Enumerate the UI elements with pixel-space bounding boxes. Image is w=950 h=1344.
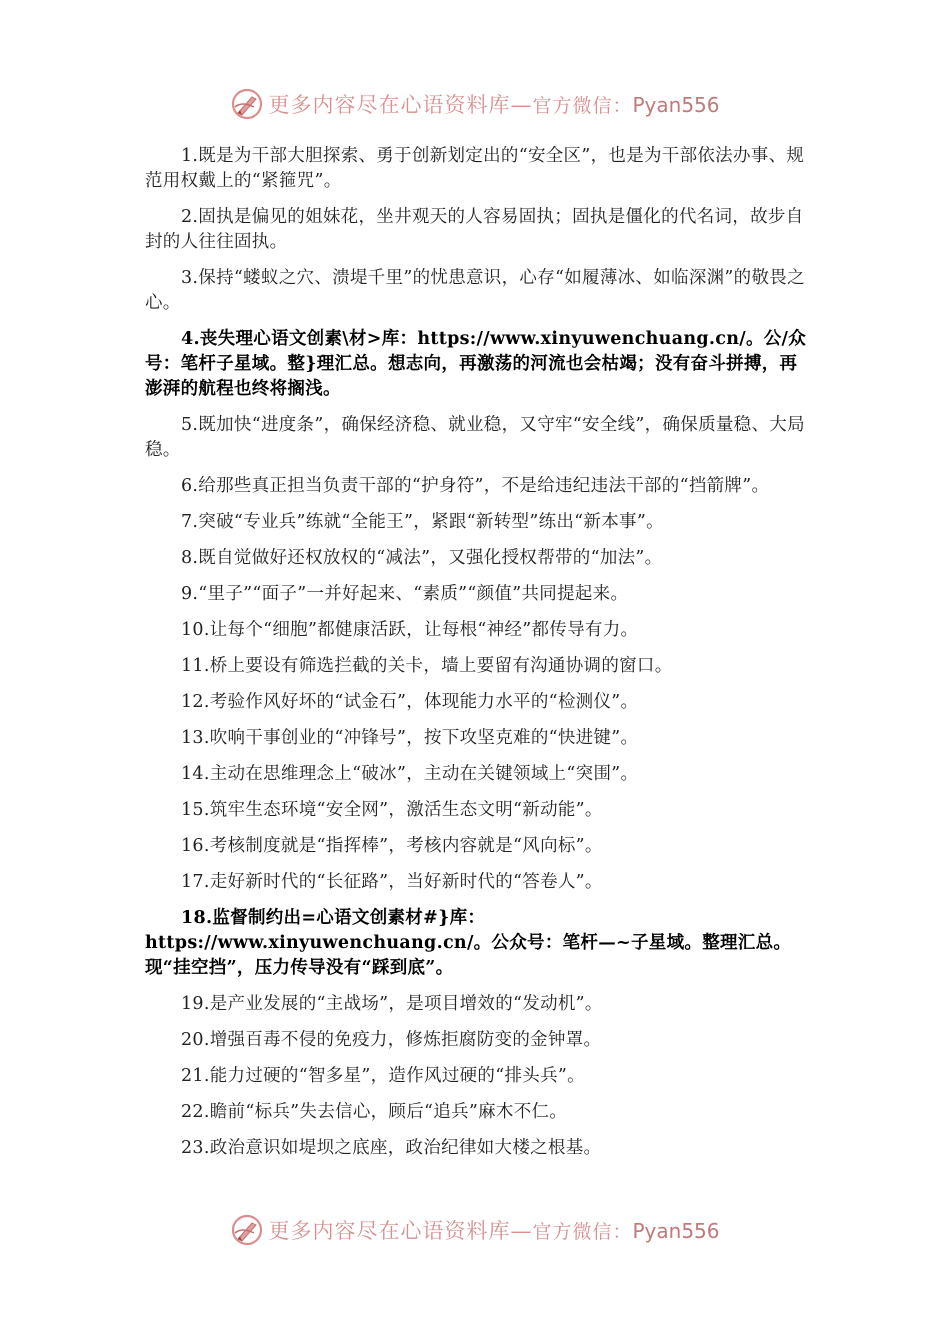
list-item: 17.走好新时代的“长征路”，当好新时代的“答卷人”。 xyxy=(181,872,603,892)
list-item: 18.监督制约出=心语文创素材#}库：https://www.xinyuwenchuang.cn/。公众号：笔杆—~子星域。整理汇总。现“挂空挡”，压力传导没有“踩到底”。 xyxy=(145,908,792,978)
document-body xyxy=(145,144,813,1172)
list-item: 10.让每个“细胞”都健康活跃，让每根“神经”都传导有力。 xyxy=(181,620,639,640)
banner-label: 更多内容尽在心语资料库 xyxy=(268,1219,511,1243)
list-item: 2.固执是偏见的姐妹花，坐井观天的人容易固执；固执是僵化的代名词，故步自封的人往往固执。 xyxy=(145,207,804,252)
list-item: 1.既是为干部大胆探索、勇于创新划定出的“安全区”，也是为干部依法办事、规范用权戴上的“紧箍咒”。 xyxy=(145,146,805,191)
banner-dash: — xyxy=(510,1219,533,1243)
list-item: 8.既自觉做好还权放权的“减法”，又强化授权帮带的“加法”。 xyxy=(181,548,663,568)
banner-wechat-id: Pyan556 xyxy=(632,1219,720,1243)
banner-sub: 官方微信： xyxy=(532,95,633,117)
list-item: 15.筑牢生态环境“安全网”，激活生态文明“新动能”。 xyxy=(181,800,603,820)
list-item: 20.增强百毒不侵的免疫力，修炼拒腐防变的金钟罩。 xyxy=(181,1030,602,1050)
list-item: 9.“里子”“面子”一并好起来、“素质”“颜值”共同提起来。 xyxy=(181,584,629,604)
header-banner xyxy=(0,84,950,124)
list-item: 5.既加快“进度条”，确保经济稳、就业稳，又守牢“安全线”，确保质量稳、大局稳。 xyxy=(145,415,805,460)
list-item: 3.保持“蝼蚁之穴、溃堤千里”的忧患意识，心存“如履薄冰、如临深渊”的敬畏之心。 xyxy=(145,268,805,313)
list-item: 13.吹响干事创业的“冲锋号”，按下攻坚克难的“快进键”。 xyxy=(181,728,639,748)
list-item: 16.考核制度就是“指挥棒”，考核内容就是“风向标”。 xyxy=(181,836,603,856)
list-item: 19.是产业发展的“主战场”，是项目增效的“发动机”。 xyxy=(181,994,603,1014)
list-item: 4.丧失理心语文创素\材>库：https://www.xinyuwenchuang.cn/。公/众号：笔杆子星域。整}理汇总。想志向，再激荡的河流也会枯竭；没有奋斗拼搏，再澎湃的航程也终将搁浅。 xyxy=(145,329,807,399)
list-item: 7.突破“专业兵”练就“全能王”，紧跟“新转型”练出“新本事”。 xyxy=(181,512,664,532)
banner-dash: — xyxy=(510,93,533,117)
list-item: 23.政治意识如堤坝之底座，政治纪律如大楼之根基。 xyxy=(181,1138,602,1158)
pen-logo-icon xyxy=(230,87,264,121)
banner-label: 更多内容尽在心语资料库 xyxy=(268,93,511,117)
banner-wechat-id: Pyan556 xyxy=(632,93,720,117)
list-item: 11.桥上要设有筛选拦截的关卡，墙上要留有沟通协调的窗口。 xyxy=(181,656,673,676)
pen-logo-icon xyxy=(230,1213,264,1247)
list-item: 21.能力过硬的“智多星”，造作风过硬的“排头兵”。 xyxy=(181,1066,585,1086)
footer-banner xyxy=(0,1210,950,1250)
list-item: 14.主动在思维理念上“破冰”，主动在关键领域上“突围”。 xyxy=(181,764,639,784)
list-item: 12.考验作风好坏的“试金石”，体现能力水平的“检测仪”。 xyxy=(181,692,639,712)
list-item: 6.给那些真正担当负责干部的“护身符”，不是给违纪违法干部的“挡箭牌”。 xyxy=(181,476,770,496)
banner-sub: 官方微信： xyxy=(532,1221,633,1243)
list-item: 22.瞻前“标兵”失去信心，顾后“追兵”麻木不仁。 xyxy=(181,1102,568,1122)
